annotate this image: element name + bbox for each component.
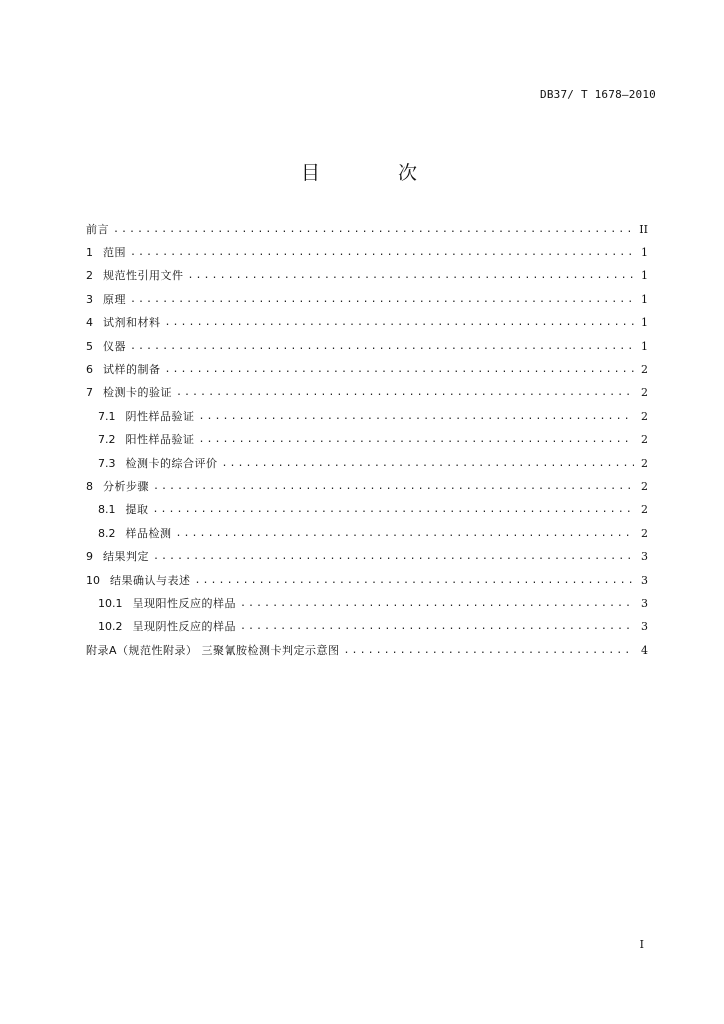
toc-entry-page: 1 xyxy=(641,292,648,306)
toc-entry-number: 1 xyxy=(86,246,93,260)
toc-entry-6[interactable] xyxy=(86,358,648,381)
toc-entry-title: 范围 xyxy=(103,246,126,260)
toc-entry-page: 2 xyxy=(641,363,648,377)
toc-entry-page: 1 xyxy=(641,339,648,353)
toc-leader-dots xyxy=(176,386,634,400)
toc-entry-number: 8 xyxy=(86,479,93,493)
toc-entry-number: 4 xyxy=(86,316,93,330)
toc-entry-title: 呈现阳性反应的样品 xyxy=(132,596,236,610)
toc-entry-page: 3 xyxy=(641,573,648,587)
toc-leader-dots xyxy=(130,293,634,307)
toc-entry-number: 5 xyxy=(86,339,93,353)
toc-entry-title: 结果确认与表述 xyxy=(110,573,191,587)
toc-entry-page: 2 xyxy=(641,456,648,470)
toc-entry-page: 1 xyxy=(641,316,648,330)
toc-leader-dots xyxy=(153,550,634,564)
toc-entry-title: 样品检测 xyxy=(125,526,172,540)
toc-entry-title: 试剂和材料 xyxy=(103,316,161,330)
toc-entry-page: 3 xyxy=(641,550,648,564)
toc-entry-8-1[interactable] xyxy=(86,499,648,522)
toc-leader-dots xyxy=(240,620,634,634)
toc-entry-foreword[interactable] xyxy=(86,218,648,241)
toc-entry-title: 检测卡的验证 xyxy=(103,386,172,400)
toc-entry-number: 10 xyxy=(86,573,100,587)
toc-entry-page: 1 xyxy=(641,246,648,260)
toc-leader-dots xyxy=(165,316,635,330)
toc-entry-number: 7 xyxy=(86,386,93,400)
toc-leader-dots xyxy=(113,223,634,237)
toc-leader-dots xyxy=(240,597,634,611)
toc-entry-title: 阳性样品验证 xyxy=(125,433,195,447)
toc-entry-page: 3 xyxy=(641,596,648,610)
toc-entry-page: 2 xyxy=(641,409,648,423)
toc-leader-dots xyxy=(188,269,635,283)
toc-entry-title: 提取 xyxy=(125,503,149,517)
toc-entry-10-1[interactable] xyxy=(86,592,648,615)
toc-entry-1[interactable] xyxy=(86,241,648,264)
toc-entry-number: 7.3 xyxy=(98,456,116,470)
toc-entry-8-2[interactable] xyxy=(86,522,648,545)
toc-leader-dots xyxy=(176,527,635,541)
toc-entry-8[interactable] xyxy=(86,475,648,498)
toc-entry-number: 10.1 xyxy=(98,596,123,610)
toc-entry-page: 2 xyxy=(641,386,648,400)
page-title: 目 次 xyxy=(300,162,454,184)
toc-entry-7-1[interactable] xyxy=(86,405,648,428)
toc-entry-title: 附录A（规范性附录） 三聚氰胺检测卡判定示意图 xyxy=(86,643,340,657)
toc-entry-page: 1 xyxy=(641,269,648,283)
toc-entry-title: 检测卡的综合评价 xyxy=(125,456,218,470)
toc-leader-dots xyxy=(165,363,635,377)
toc-entry-page: 2 xyxy=(641,479,648,493)
toc-entry-7[interactable] xyxy=(86,382,648,405)
toc-entry-number: 9 xyxy=(86,550,93,564)
toc-entry-9[interactable] xyxy=(86,545,648,568)
toc-entry-10[interactable] xyxy=(86,569,648,592)
toc-entry-title: 呈现阴性反应的样品 xyxy=(132,620,236,634)
toc-leader-dots xyxy=(199,410,635,424)
toc-entry-number: 2 xyxy=(86,269,93,283)
toc-leader-dots xyxy=(199,433,635,447)
toc-leader-dots xyxy=(153,503,635,517)
toc-entry-10-2[interactable] xyxy=(86,616,648,639)
toc-entry-number: 6 xyxy=(86,363,93,377)
toc-leader-dots xyxy=(130,340,634,354)
toc-entry-page: 2 xyxy=(641,503,648,517)
toc-leader-dots xyxy=(222,457,635,471)
standard-code: DB37/ T 1678—2010 xyxy=(540,88,656,101)
toc-entry-title: 规范性引用文件 xyxy=(103,269,184,283)
toc-entry-title: 分析步骤 xyxy=(103,479,149,493)
toc-entry-7-3[interactable] xyxy=(86,452,648,475)
toc-entry-5[interactable] xyxy=(86,335,648,358)
toc-entry-4[interactable] xyxy=(86,312,648,335)
toc-entry-page: 3 xyxy=(641,620,648,634)
toc-entry-2[interactable] xyxy=(86,265,648,288)
toc-entry-number: 7.2 xyxy=(98,433,116,447)
toc-leader-dots xyxy=(130,246,634,260)
toc-entry-title: 仪器 xyxy=(103,339,126,353)
toc-entry-page: 2 xyxy=(641,526,648,540)
toc-entry-number: 7.1 xyxy=(98,409,116,423)
toc-entry-title: 阴性样品验证 xyxy=(125,409,195,423)
toc-entry-number: 3 xyxy=(86,292,93,306)
toc-entry-page: II xyxy=(639,222,648,236)
toc-leader-dots xyxy=(153,480,634,494)
toc-entry-title: 原理 xyxy=(103,292,126,306)
table-of-contents xyxy=(86,218,648,662)
toc-entry-3[interactable] xyxy=(86,288,648,311)
toc-entry-title: 前言 xyxy=(86,222,109,236)
toc-leader-dots xyxy=(344,644,634,658)
toc-entry-appendix-a[interactable] xyxy=(86,639,648,662)
toc-entry-number: 8.1 xyxy=(98,503,116,517)
toc-entry-page: 2 xyxy=(641,433,648,447)
toc-entry-number: 8.2 xyxy=(98,526,116,540)
toc-entry-7-2[interactable] xyxy=(86,429,648,452)
toc-entry-number: 10.2 xyxy=(98,620,123,634)
page-number: I xyxy=(639,938,644,951)
toc-entry-title: 结果判定 xyxy=(103,550,149,564)
toc-entry-page: 4 xyxy=(641,643,648,657)
toc-leader-dots xyxy=(195,574,635,588)
toc-entry-title: 试样的制备 xyxy=(103,363,161,377)
